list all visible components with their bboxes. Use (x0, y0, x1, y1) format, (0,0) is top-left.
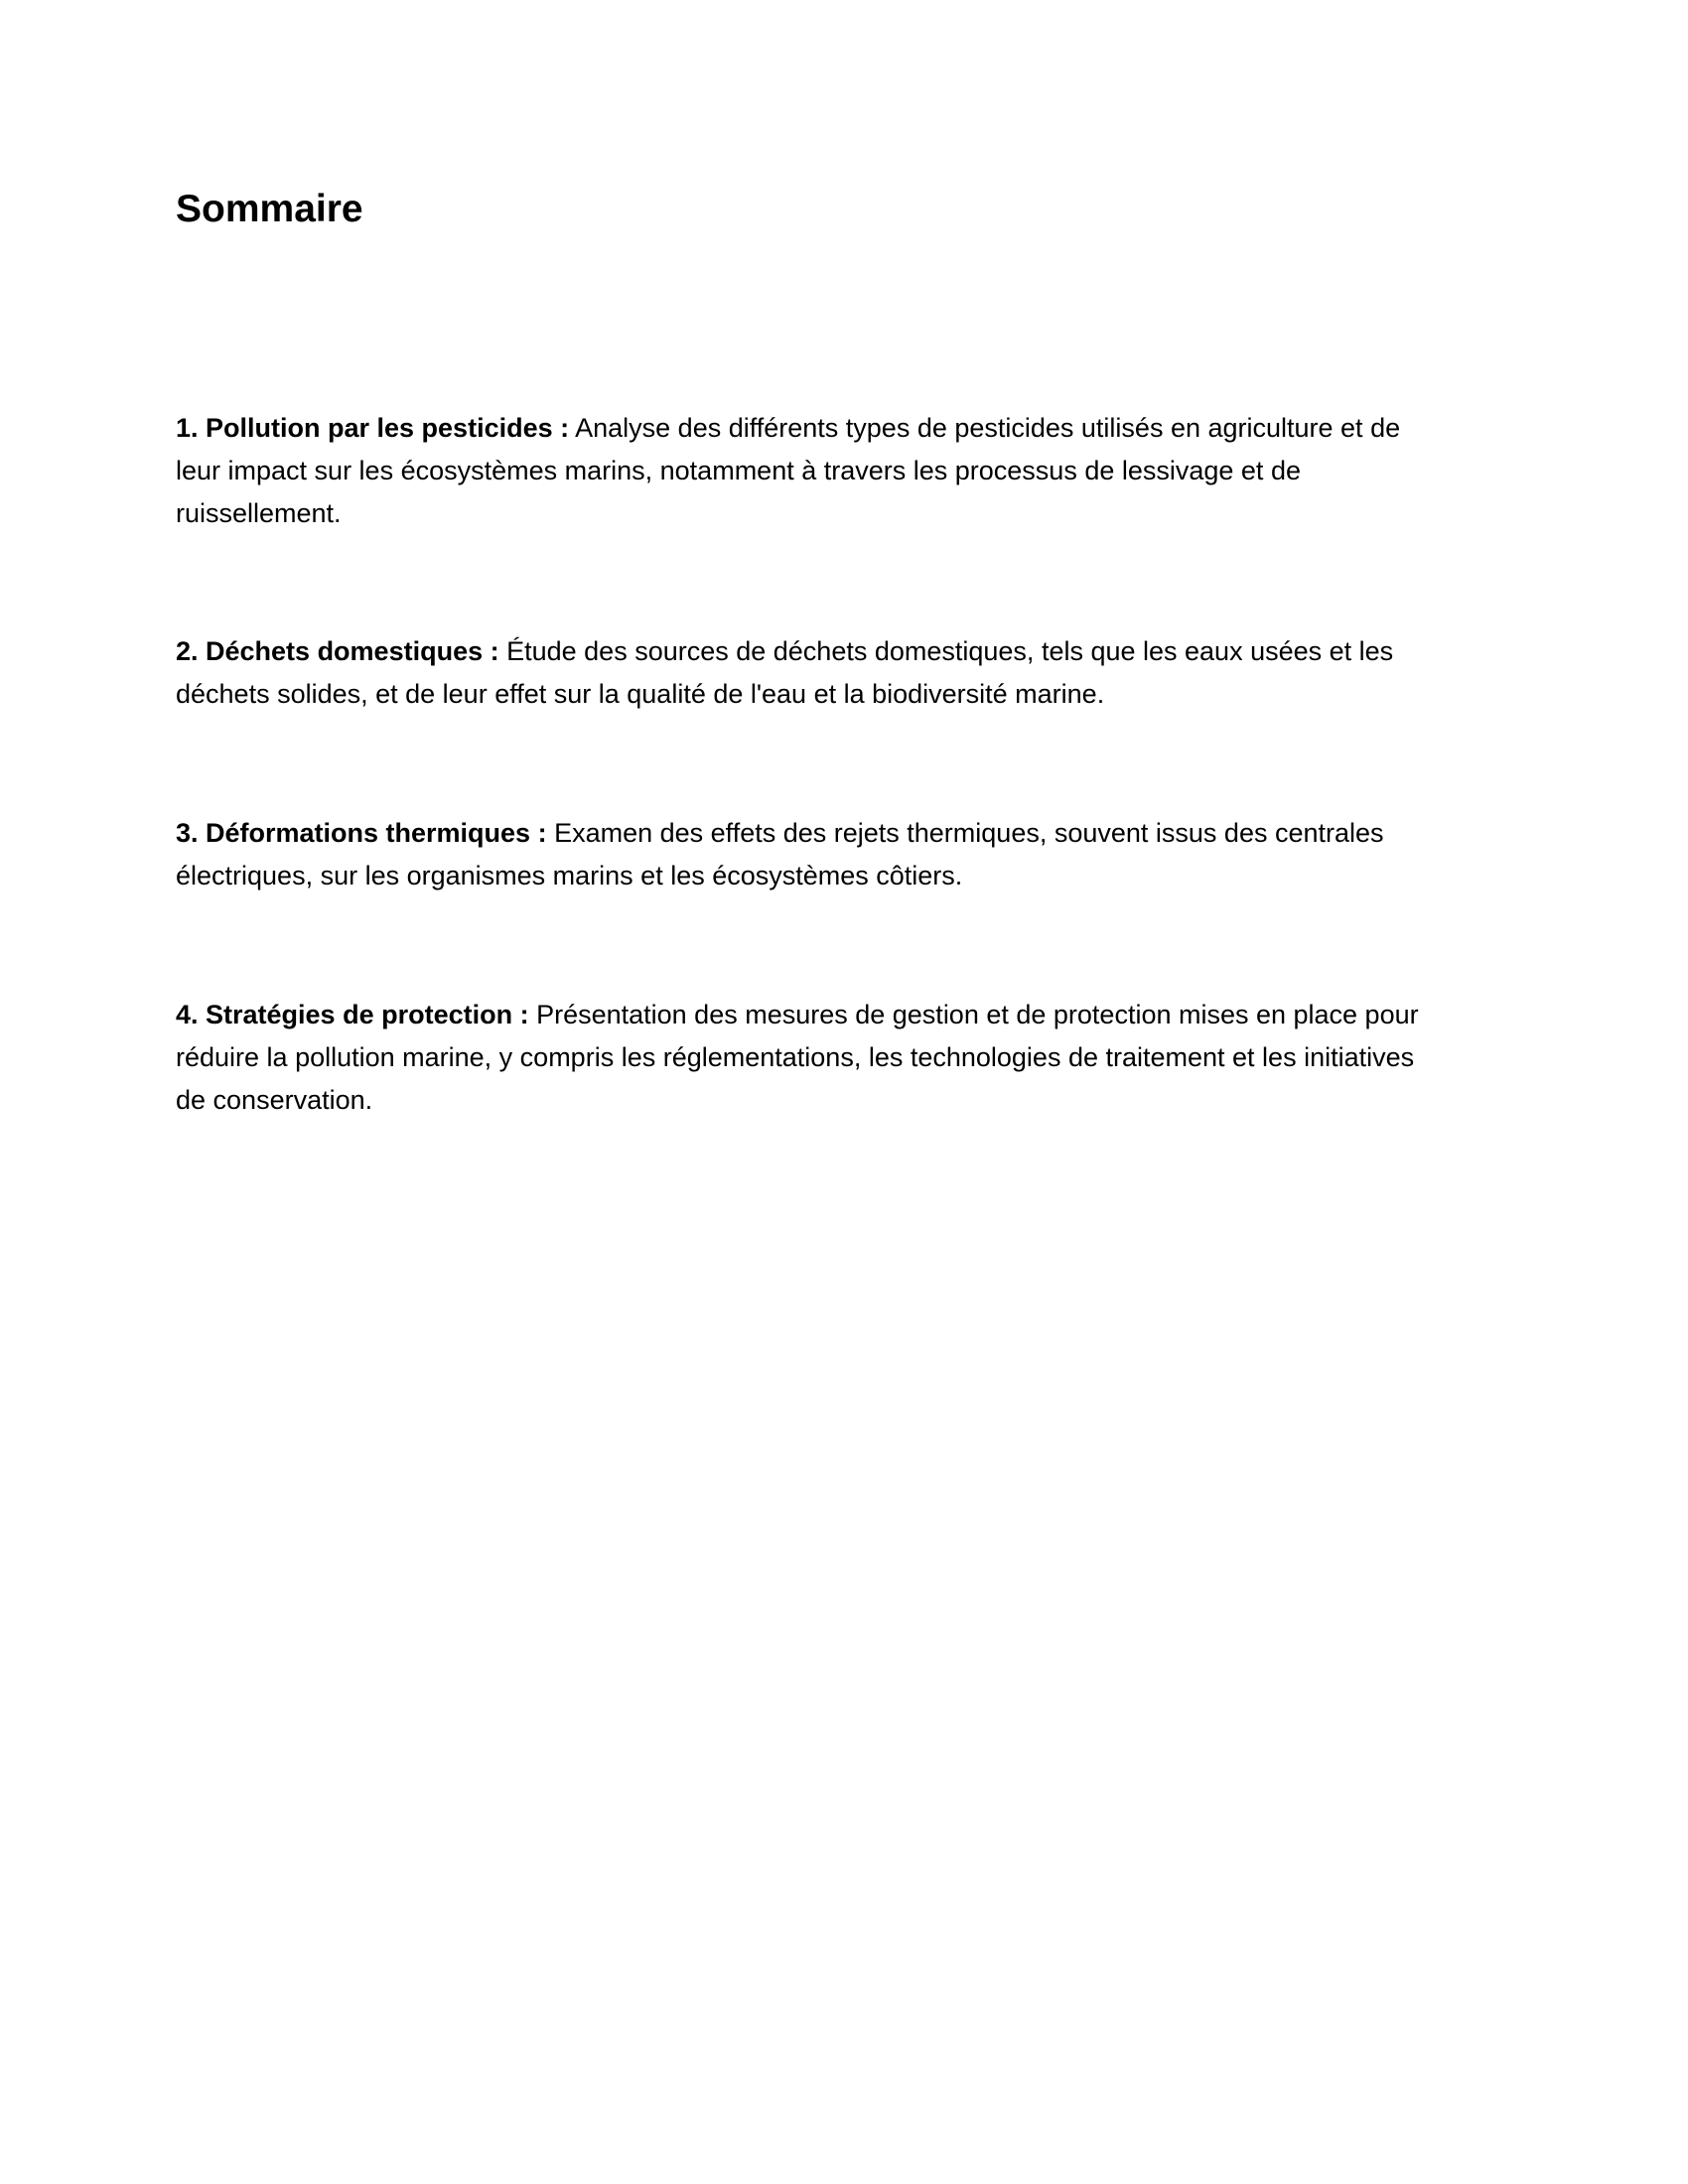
summary-item-text: Étude des sources de déchets domestiques, tels que les eaux usées et les déchets solides, et de leur effet sur la qualité de l'eau et la biodiversité marine. (176, 636, 1394, 709)
summary-item-domestic-waste (176, 630, 1437, 716)
summary-item-text: Analyse des différents types de pesticides utilisés en agriculture et de leur impact sur les écosystèmes marins, notamment à travers les processus de lessivage et de ruissellement. (176, 413, 1401, 528)
summary-item-text: Présentation des mesures de gestion et de protection mises en place pour réduire la pollution marine, y compris les réglementations, les technologies de traitement et les initiatives de conservation. (176, 1000, 1419, 1115)
summary-item-pesticides (176, 407, 1437, 535)
summary-item-text: Examen des effets des rejets thermiques, souvent issus des centrales électriques, sur les organismes marins et les écosystèmes côtiers. (176, 818, 1384, 890)
summary-item-thermal (176, 812, 1437, 897)
summary-item-heading: 3. Déformations thermiques : (176, 818, 547, 848)
page-title: Sommaire (176, 188, 363, 230)
summary-item-heading: 1. Pollution par les pesticides : (176, 413, 570, 443)
summary-item-heading: 4. Stratégies de protection : (176, 1000, 529, 1029)
summary-item-protection (176, 994, 1437, 1122)
summary-item-heading: 2. Déchets domestiques : (176, 636, 499, 666)
